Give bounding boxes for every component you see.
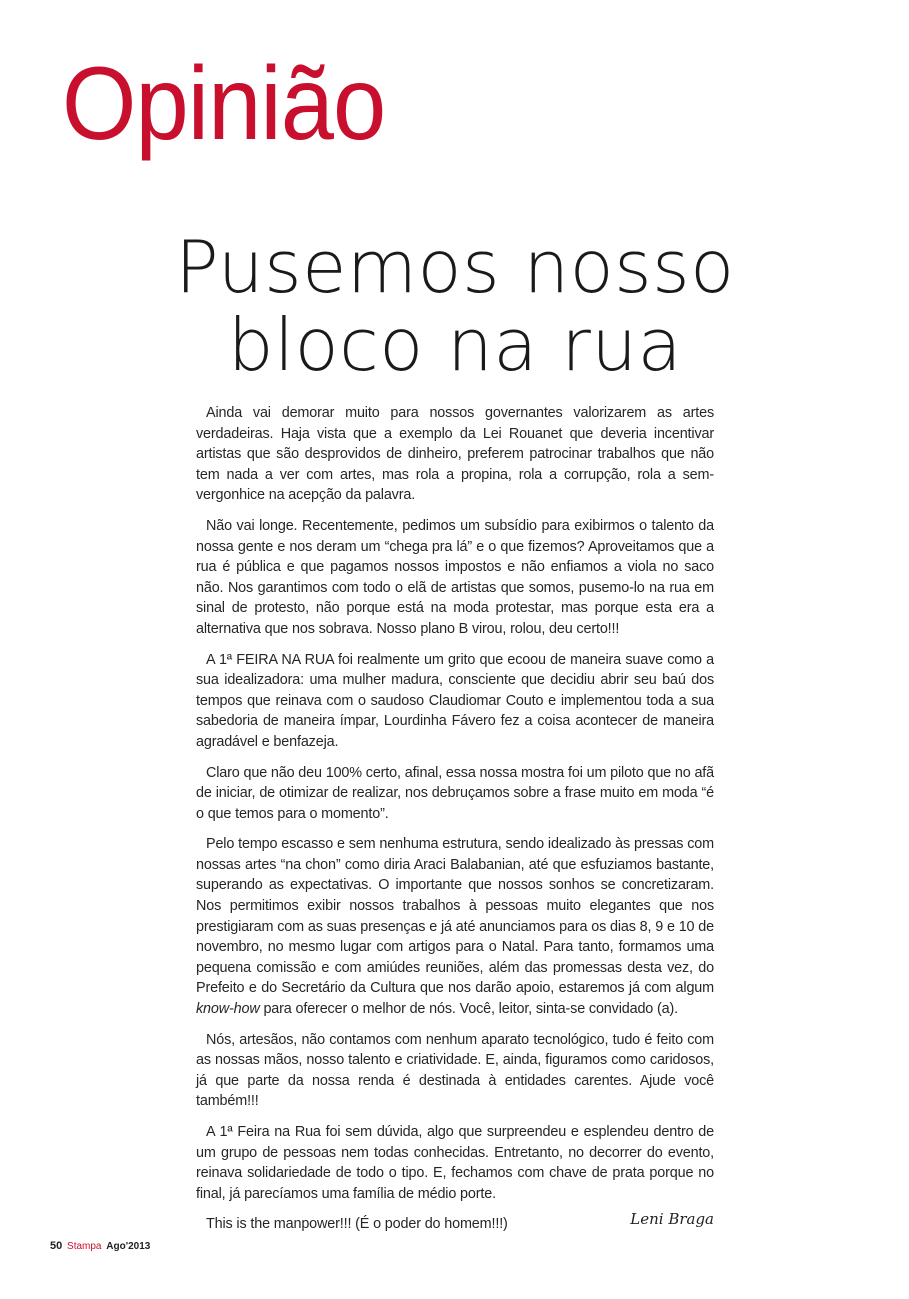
article-body — [196, 403, 714, 1245]
article-paragraph-7: A 1ª Feira na Rua foi sem dúvida, algo que surpreendeu e esplendeu dentro de um grupo de pessoas nem todas conhecidas. Entretanto, no decorrer do evento, reinava solidariedade de todo o tipo. E, fechamos com chave de prata porque no final, já parecíamos uma família de médio porte. — [196, 1124, 714, 1202]
section-title: Opinião — [62, 46, 386, 162]
article-paragraph-6: Nós, artesãos, não contamos com nenhum aparato tecnológico, tudo é feito com as nossas mãos, nosso talento e criatividade. E, ainda, figuramos como caridosos, já que parte da nossa renda é destinada à entidades carentes. Ajude você também!!! — [196, 1031, 714, 1110]
article-paragraph-4: Claro que não deu 100% certo, afinal, essa nossa mostra foi um piloto que no afã de iniciar, de otimizar de realizar, nos debruçamos sobre a frase muito em moda “é o que temos para o momento”. — [196, 764, 714, 822]
article-paragraph-8: This is the manpower!!! (É o poder do homem!!!) — [206, 1216, 508, 1233]
issue-date: Ago'2013 — [106, 1241, 151, 1252]
article-headline — [150, 225, 760, 387]
article-paragraph-5 — [196, 834, 714, 1019]
author-signature: Leni Braga — [630, 1210, 714, 1228]
article-paragraph-3: A 1ª FEIRA NA RUA foi realmente um grito que ecoou de maneira suave como a sua idealizadora: uma mulher madura, consciente que decidiu abrir seu baú dos tempos que reinava com o saudoso Claudiomar Couto e implementou toda a sua sabedoria de maneira ímpar, Lourdinha Fávero fez a coisa acontecer de maneira agradável e benfazeja. — [196, 651, 714, 750]
page-footer — [50, 1240, 150, 1252]
paragraph-5-text-end: para oferecer o melhor de nós. Você, leitor, sinta-se convidado (a). — [259, 1001, 678, 1018]
paragraph-5-text-start: Pelo tempo escasso e sem nenhuma estrutura, sendo idealizado às pressas com nossas artes “na chon” como diria Araci Balabanian, até que esfuziamos bastante, superando as expectativas. O importante que nossos sonhos se concretizaram. Nos permitimos exibir nossos trabalhos à pessoas muito elegantes que nos prestigiaram com as suas presenças e já até anunciamos para os dias 8, 9 e 10 de novembro, no mesmo lugar com artigos para o Natal. Para tanto, formamos uma pequena comissão e com amiúdes reuniões, além das promessas desta vez, do Prefeito e do Secretário da Cultura que nos darão apoio, estaremos já com algum — [196, 836, 714, 997]
headline-line-1: Pusemos nosso — [175, 225, 735, 309]
headline-line-2: bloco na rua — [227, 303, 683, 387]
page-number: 50 — [50, 1240, 63, 1252]
article-paragraph-1: Ainda vai demorar muito para nossos governantes valorizarem as artes verdadeiras. Haja vista que a exemplo da Lei Rouanet que deveria incentivar artistas que são desprovidos de dinheiro, preferem patrocinar trabalhos que não tem nada a ver com artes, mas rola a propina, rola a corrupção, rola a sem-vergonhice na acepção da palavra. — [196, 405, 714, 504]
article-paragraph-2: Não vai longe. Recentemente, pedimos um subsídio para exibirmos o talento da nossa gente e nos deram um “chega pra lá” e o que fizemos? Aproveitamos que a rua é pública e que pagamos nossos impostos e não enfiamos a viola no saco não. Nos garantimos com todo o elã de artistas que somos, pusemo-lo na rua em sinal de protesto, não porque está na moda protestar, mas porque esta era a alternativa que nos sobrava. Nosso plano B virou, rolou, deu certo!!! — [196, 517, 714, 637]
magazine-brand: Stampa — [67, 1241, 102, 1252]
know-how-italic: know-how — [196, 1001, 260, 1018]
